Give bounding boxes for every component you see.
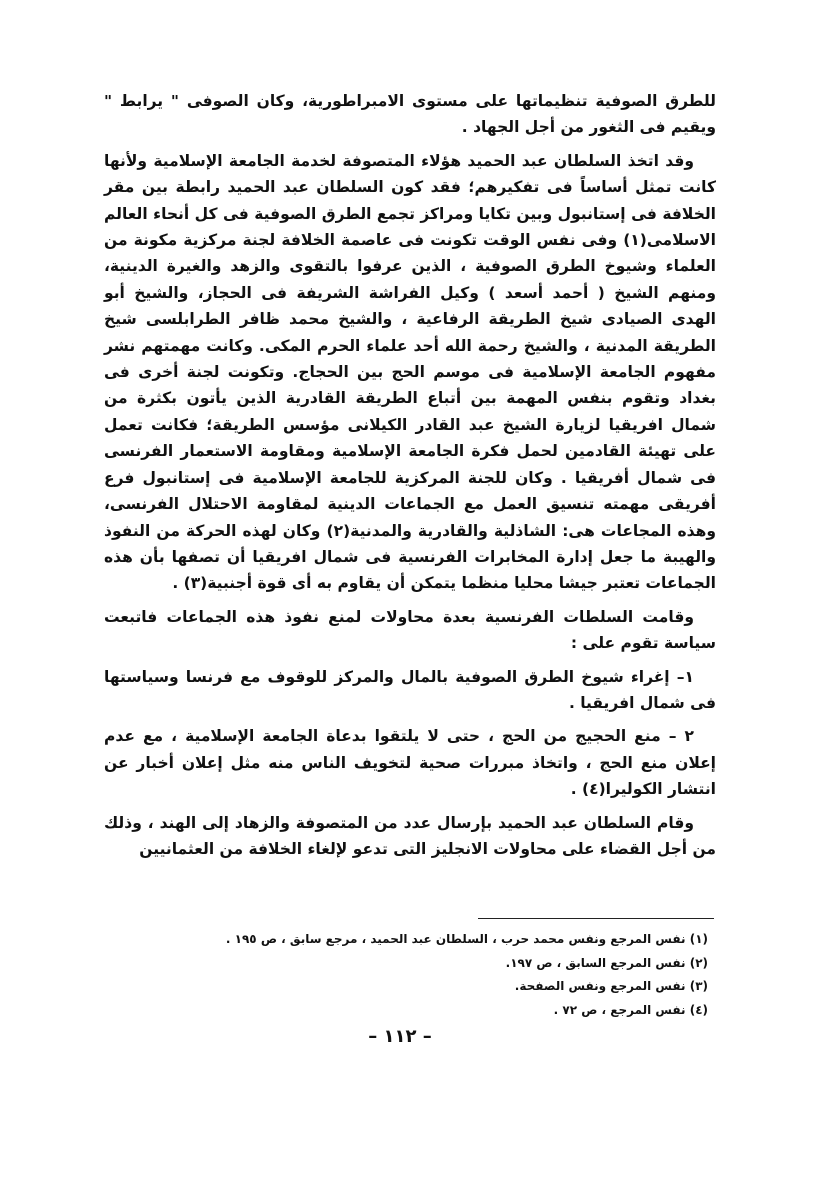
footnotes — [104, 928, 716, 1022]
paragraph-3: وقامت السلطات الفرنسية بعدة محاولات لمنع نفوذ هذه الجماعات فاتبعت سياسة تقوم على : — [104, 607, 716, 653]
footnote-2: (٢) نفس المرجع السابق ، ص ١٩٧. — [505, 955, 708, 970]
footnote-divider — [478, 918, 714, 919]
footnote-3: (٣) نفس المرجع ونفس الصفحة. — [514, 979, 708, 993]
paragraph-1: للطرق الصوفية تنظيماتها على مستوى الامبراطورية، وكان الصوفى " يرابط " ويقيم فى الثغور من أجل الجهاد . — [104, 92, 716, 137]
paragraph-5: ٢ – منع الحجيج من الحج ، حتى لا يلتقوا بدعاة الجامعة الإسلامية ، مع عدم إعلان منع الحج ، واتخاذ مبررات صحية لتخويف الناس منه مثل إعلان أخبار عن انتشار الكوليرا(٤) . — [104, 727, 716, 799]
paragraph-6: وقام السلطان عبد الحميد بإرسال عدد من المتصوفة والزهاد إلى الهند ، وذلك من أجل القضاء على محاولات الانجليز التى تدعو لإلغاء الخلافة من العثمانيين — [104, 813, 716, 858]
page-number: – ١١٢ – — [368, 1026, 432, 1047]
footnote-4: (٤) نفس المرجع ، ص ٧٢ . — [553, 1002, 708, 1017]
body-text — [104, 88, 716, 862]
paragraph-2: وقد اتخذ السلطان عبد الحميد هؤلاء المتصوفة لخدمة الجامعة الإسلامية ولأنها كانت تمثل أساساً فى تفكيرهم؛ فقد كون السلطان عبد الحميد رابطة بين مقر الخلافة فى إستانبول وبين تكايا ومراكز تجمع الطرق الصوفية فى كل أنحاء العالم الاسلامى(١) وفى نفس الوقت تكونت فى عاصمة الخلافة لجنة مركزية مكونة من العلماء وشيوخ الطرق الصوفية ، الذين عرفوا بالتقوى والزهد والغيرة الدينية، ومنهم الشيخ ( أحمد أسعد ) وكيل الفراشة الشريفة فى الحجاز، والشيخ أبو الهدى الصيادى شيخ الطريقة الرفاعية ، والشيخ محمد ظافر الطرابلسى شيخ الطريقة المدنية ، والشيخ رحمة الله أحد علماء الحرم المكى. وكانت مهمتهم نشر مفهوم الجامعة الإسلامية فى موسم الحج بين الحجاج. وتكونت لجنة أخرى فى بغداد وتقوم بنفس المهمة بين أتباع الطريقة القادرية الذين يأتون بكثرة من شمال افريقيا لزيارة الشيخ عبد القادر الكيلانى مؤسس الطريقة؛ فكانت تعمل على تهيئة القادمين لحمل فكرة الجامعة الإسلامية ومقاومة الاستعمار الفرنسى فى شمال أفريقيا . وكان للجنة المركزية للجامعة الإسلامية فى إستانبول فرع أفريقى مهمته تنسيق العمل مع الجماعات الدينية لمقاومة الاحتلال الفرنسى، وهذه المجاعات هى: الشاذلية والقادرية والمدنية(٢) وكان لهذه الحركة من النفوذ والهيبة ما جعل إدارة المخابرات الفرنسية فى شمال افريقيا أن تصفها بأن هذه الجماعات تعتبر جيشا محليا منظما يتمكن أن يقاوم به أى قوة أجنبية(٣) . — [104, 151, 716, 593]
footnote-1: (١) نفس المرجع ونفس محمد حرب ، السلطان عبد الحميد ، مرجع سابق ، ص ١٩٥ . — [225, 932, 708, 946]
paragraph-4: ١– إغراء شيوخ الطرق الصوفية بالمال والمركز للوقوف مع فرنسا وسياستها فى شمال افريقيا . — [104, 667, 716, 712]
